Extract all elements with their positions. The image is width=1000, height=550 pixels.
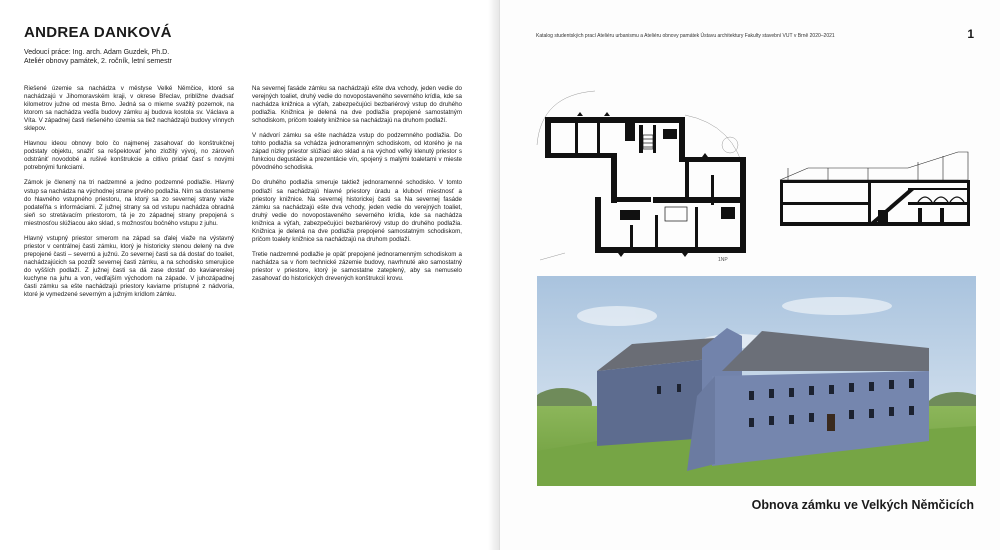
studio-line: Ateliér obnovy památek, 2. ročník, letní semestr (24, 58, 172, 65)
paragraph: Hlavnou ideou obnovy bolo čo najmenej zasahovať do konštrukčnej podstaty objektu, snažiť sa rešpektovať jeho zložitý vývoj, no zároveň odstrániť novodobé a rušivé konštrukcie a citlivo pridať časť s novými potrebnými funkciami. (24, 140, 234, 172)
text-column-2 (252, 85, 462, 290)
text-column-1 (24, 85, 234, 306)
paragraph: Zámok je členený na tri nadzemné a jedno podzemné podlažie. Hlavný vstup sa nachádza na východnej strane prvého podlažia. Ním sa dostaneme do hlavného vstupného priestoru, na ktorý sa zo severnej strany viaže podateľňa s informáciami. Z južnej strany sa od vstupu nachádza obradná sieň so stretávacím priestorom, tá je zo západnej strany prepojená s miestnosťou slúžiacou ako sklad, s možnosťou bočného vstupu z juhu. (24, 179, 234, 227)
paragraph: Tretie nadzemné podlažie je opäť prepojené jednoramenným schodiskom a nachádza sa v ňom technické zázemie budovy, navrhnuté ako samostatný priestor v priestore, ktorý je samostatne zateplený, aby sa nemuselo zasahovať do historických drevených konštrukcií krovu. (252, 250, 462, 282)
catalog-header: Katalog studentských prací Ateliéru urbanismu a Ateliéru obnovy památek Ústavu architektury Fakulty stavební VUT v Brně 2020–2021 (536, 33, 835, 39)
supervisor-line: Vedoucí práce: Ing. arch. Adam Guzdek, Ph.D. (24, 49, 170, 56)
author-name: ANDREA DANKOVÁ (24, 24, 172, 41)
building-render (537, 276, 976, 486)
project-meta (24, 48, 172, 66)
paragraph: Na severnej fasáde zámku sa nachádzajú ešte dva vchody, jeden vedie do verejných toaliet, druhý vedie do novopostaveného severného krídla, kde sa nachádza knižnica a výťah, zabezpečujúci bezbariérový vstup do druhého podlažia. Knižnica je delená na dve podlažia prepojené samostatným schodiskom, pričom toalety knižnice sa nachádzajú na druhom podlaží. (252, 85, 462, 125)
right-page (500, 0, 1000, 550)
paragraph: Hlavný vstupný priestor smerom na západ sa ďalej viaže na výstavný priestor v centrálnej časti zámku, ktorý je historicky stenou delený na dve prepojené časti – severnú a južnú. Zo severnej časti sa dá dostať do toaliet, nachádzajúcich sa pozdĺž severnej časti zámku, a na schodisko smerujúce do vyšších podlaží. Z južnej časti sa dá zase dostať do kaviarenskej kuchyne na juhu a von, vedľajším východom na západe. V juhozápadnej časti zámku sa ešte nachádzajú priestory kaviarne prístupné z nádvoria, ktoré je vymedzené severným a južným krídlom zámku. (24, 234, 234, 299)
page-number: 1 (967, 27, 974, 41)
floor-plan-drawing (535, 85, 750, 265)
project-title: Obnova zámku ve Velkých Němčicích (751, 498, 974, 512)
paragraph: Riešené územie sa nachádza v městyse Velké Němčice, ktoré sa nachádzajú v Jihomoravském kraji, v okrese Břeclav, približne dvadsať kilometrov južne od mesta Brno. Jedná sa o mierne svažitý pozemok, na ktorom sa nachádza vedľa budovy zámku aj budova kostola sv. Václava a Víta. V západnej časti riešeného územia sa tiež nachádzajú budovy vínnych sklepov. (24, 85, 234, 133)
paragraph: V nádvorí zámku sa ešte nachádza vstup do podzemného podlažia. Do tohto podlažia sa vchádza jednoramenným schodiskom, od ktorého je na západ nízky priestor slúžiaci ako sklad a na východ veľký klenutý priestor s funkciou degustácie a prezentácie vín, spojený s malými toaletami v mieste pôvodného schodiska. (252, 132, 462, 172)
paragraph: Do druhého podlažia smeruje taktiež jednoramenné schodisko. V tomto podlaží sa nachádzajú hlavné priestory úradu a kluboví miestnosť a priestory knižnice. Na severnej historickej časti sa Na severnej fasáde zámku sa nachádzajú ešte dva vchody, jeden vedie do verejných toaliet, druhý vedie do novopostaveného severného krídla, kde sa nachádza knižnica a výťah, zabezpečujúci bezbariérový vstup do druhého podlažia. Knižnica je delená na dve podlažia prepojené samostatným schodiskom, pričom toalety knižnice sa nachádzajú na druhom podlaží. (252, 179, 462, 243)
section-drawing (768, 150, 973, 235)
plan-level-label: 1NP (718, 257, 728, 263)
